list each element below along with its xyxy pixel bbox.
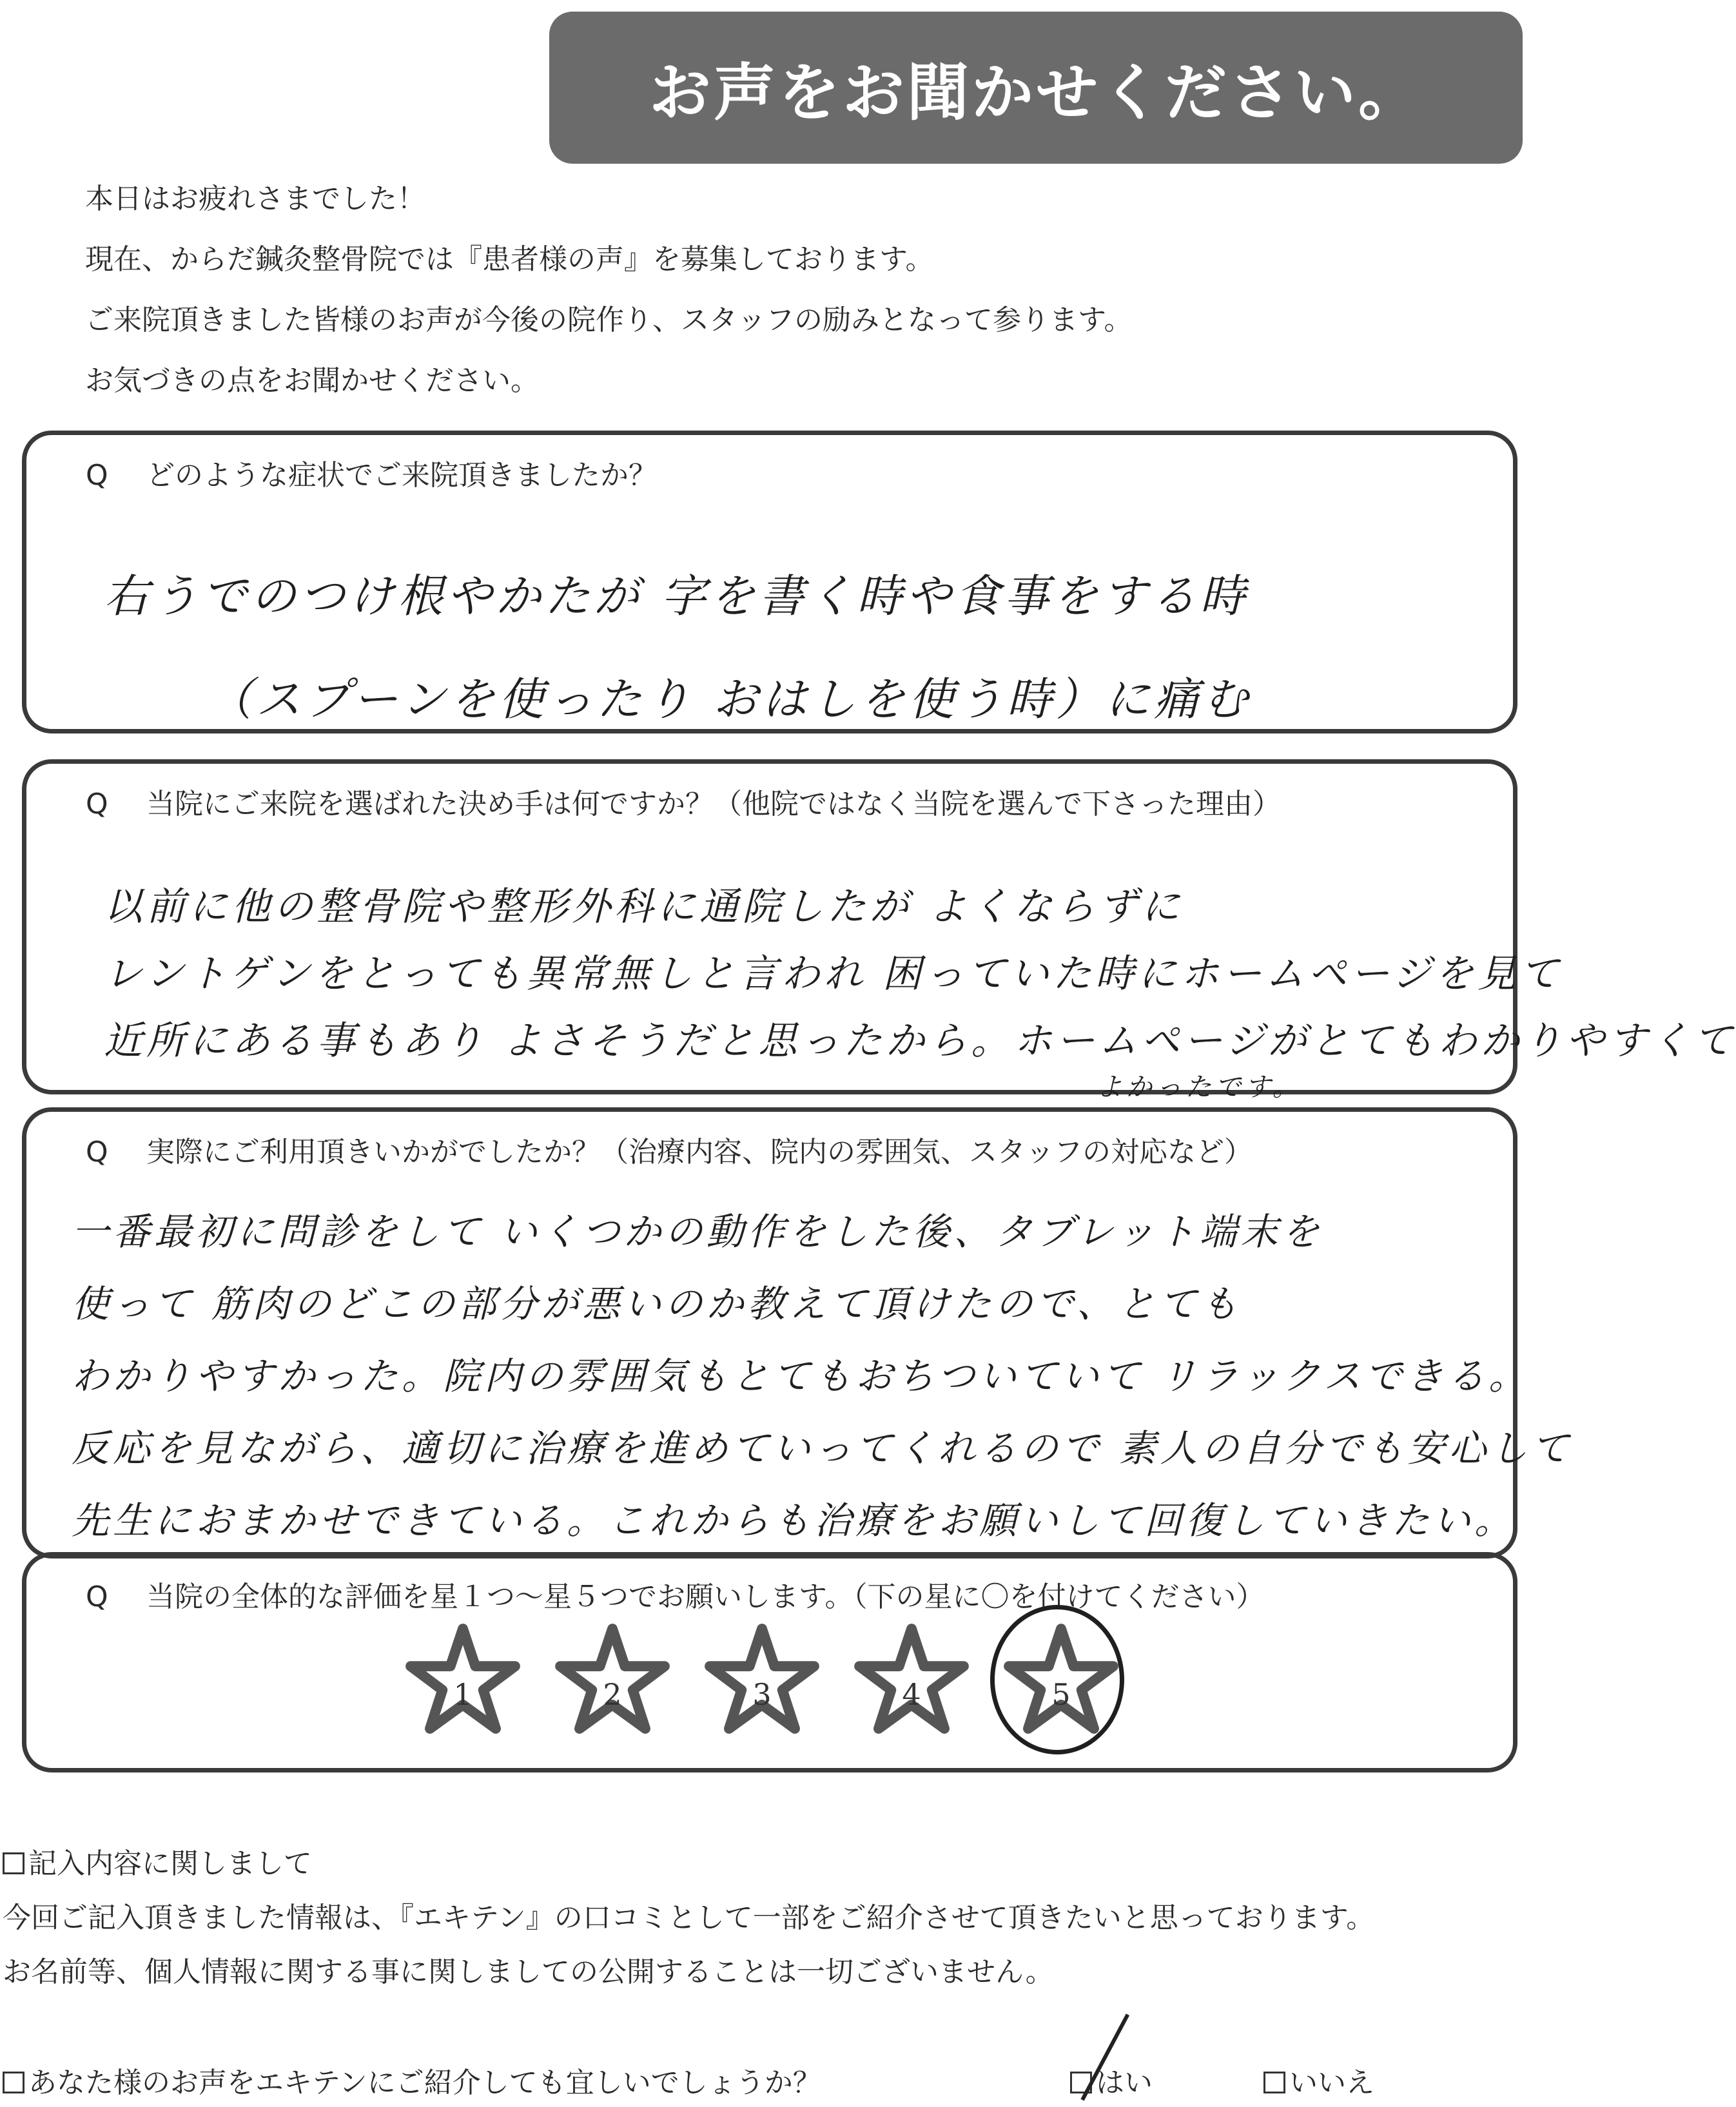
question-box-experience [22,1107,1573,1558]
star-4[interactable] [855,1624,968,1738]
star-3[interactable] [705,1624,819,1738]
star-number: 2 [603,1677,622,1712]
star-number: 5 [1051,1677,1071,1712]
question-box-reason [22,759,1736,1102]
notice-section [3,1837,1374,1999]
answer-line: 近所にある事もあり よさそうだと思ったから。ホームページがとてもわかりやすくて [104,1018,1736,1063]
intro-line: お気づきの点をお聞かせください。 [85,364,539,397]
star-5[interactable] [1004,1624,1118,1738]
star-1[interactable] [406,1624,520,1738]
notice-heading [3,1837,1374,1891]
question-marker: Q [86,459,108,492]
checkbox-icon [3,2072,24,2093]
answer-line: （スプーンを使ったり おはしを使う時）に痛む [207,673,1252,726]
page-title: お声をお聞かせください。 [649,56,1423,129]
question-heading [86,1573,1264,1615]
handwritten-answer[interactable] [104,545,1487,751]
consent-question-text: あなた様のお声をエキテンにご紹介しても宜しいでしょうか？ [28,2066,821,2099]
question-marker: Q [86,1136,108,1169]
handwritten-answer[interactable] [72,1196,1573,1557]
intro-text [85,169,1132,411]
answer-line: 右うでのつけ根やかたが 字を書く時や食事をする時 [104,570,1249,623]
consent-no-option[interactable] [1263,2059,1374,2101]
star-number: 3 [752,1677,772,1712]
question-marker: Q [86,788,108,820]
handwritten-answer[interactable] [104,873,1736,1102]
question-marker: Q [86,1580,108,1613]
question-box-symptoms [22,431,1517,733]
answer-line: 使って 筋肉のどこの部分が悪いのか教えて頂けたので、とても [72,1282,1242,1326]
answer-line: わかりやすかった。院内の雰囲気もとてもおちついていて リラックスできる。 [72,1354,1530,1398]
question-text: 実際にご利用頂きいかがでしたか？（治療内容、院内の雰囲気、スタッフの対応など） [146,1136,1253,1169]
answer-line: 反応を見ながら、適切に治療を進めていってくれるので 素人の自分でも安心して [72,1426,1573,1470]
star-number: 1 [453,1677,473,1712]
checkbox-icon [3,1852,24,1874]
consent-yes-label: はい [1096,2066,1153,2099]
question-text: 当院にご来院を選ばれた決め手は何ですか？（他院ではなく当院を選んで下さった理由） [146,788,1281,820]
page-title-banner [549,12,1523,164]
notice-heading-text: 記入内容に関しまして [28,1847,312,1880]
intro-line: 現在、からだ鍼灸整骨院では『患者様の声』を募集しております。 [85,243,934,276]
answer-line: 以前に他の整骨院や整形外科に通院したが よくならずに [104,884,1184,929]
star-rating [406,1624,1118,1738]
star-number: 4 [902,1677,921,1712]
selected-circle-mark [990,1605,1124,1754]
star-2[interactable] [556,1624,669,1738]
notice-line: 今回ご記入頂きました情報は、『エキテン』の口コミとして一部をご紹介させて頂きたいと思っております。 [3,1901,1375,1934]
answer-line: 先生におまかせできている。これからも治療をお願いして回復していきたい。 [72,1499,1516,1542]
answer-line: レントゲンをとっても異常無しと言われ 困っていた時にホームページを見て [104,951,1563,996]
intro-line: 本日はお疲れさまでした！ [85,182,425,215]
question-text: 当院の全体的な評価を星１つ～星５つでお願いします。（下の星に〇を付けてください） [146,1580,1265,1613]
no-checkbox[interactable] [1263,2072,1285,2093]
question-heading [86,452,657,493]
answer-line: 一番最初に問診をして いくつかの動作をした後、タブレット端末を [72,1210,1323,1254]
question-text: どのような症状でご来院頂きましたか？ [146,459,657,492]
consent-question [3,2059,821,2101]
intro-line: ご来院頂きました皆様のお声が今後の院作り、スタッフの励みとなって参ります。 [85,304,1133,336]
notice-line: お名前等、個人情報に関する事に関しましての公開することは一切ございません。 [3,1956,1054,1988]
question-heading [86,781,1281,822]
question-heading [86,1129,1253,1170]
consent-no-label: いいえ [1289,2066,1374,2099]
answer-line: よかったです。 [1097,1073,1302,1102]
